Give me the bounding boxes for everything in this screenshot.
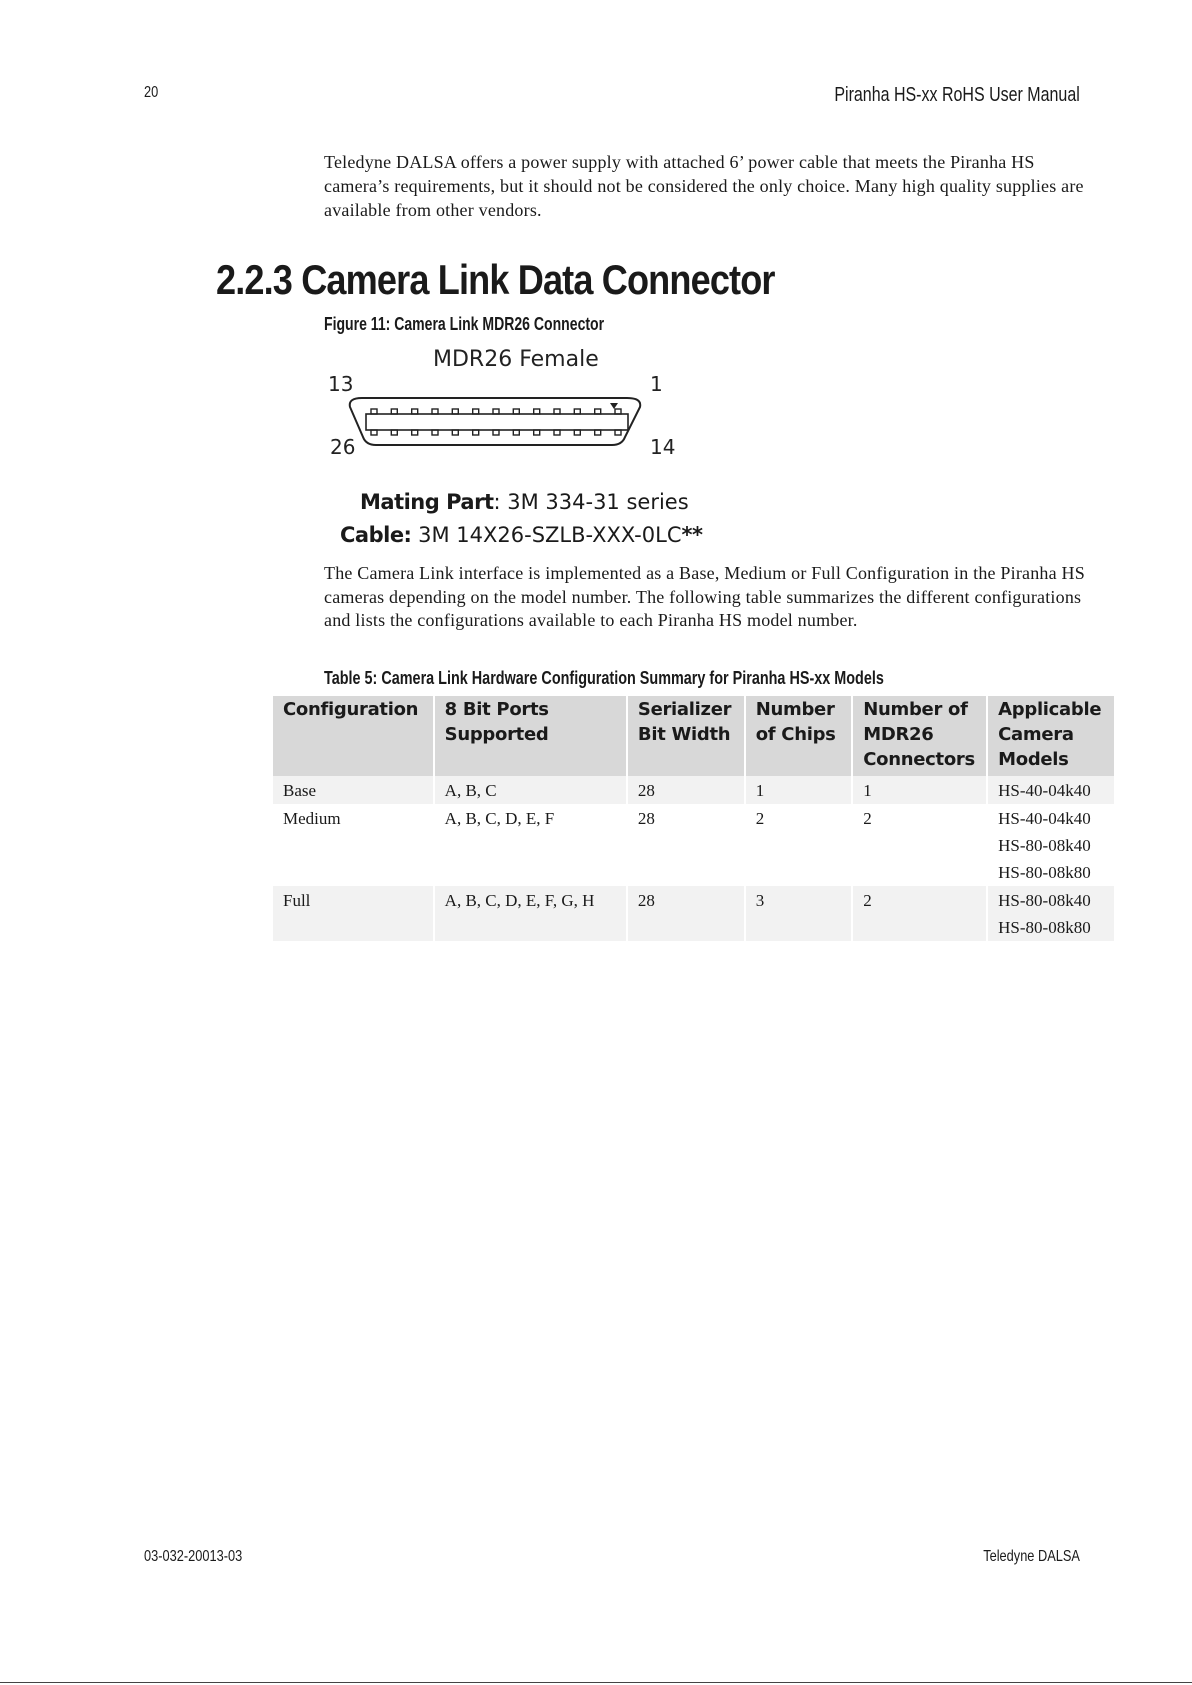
section-heading: 2.2.3 Camera Link Data Connector bbox=[216, 256, 775, 303]
camera-model: HS-80-08k40 bbox=[998, 891, 1091, 910]
cable-suffix: ** bbox=[681, 523, 703, 547]
table-cell: Base bbox=[273, 776, 433, 804]
connector-insert bbox=[366, 414, 628, 430]
table-cell: 2 bbox=[746, 804, 852, 886]
cable-spec bbox=[340, 523, 702, 547]
cable-label: Cable: bbox=[340, 523, 412, 547]
pin-label-14: 14 bbox=[650, 435, 676, 459]
mdr26-connector-drawing bbox=[320, 340, 680, 465]
table-cell: Medium bbox=[273, 804, 433, 886]
table-header-cell: Number of MDR26 Connectors bbox=[853, 696, 986, 776]
connector-pins bbox=[371, 409, 621, 435]
table-cell: 28 bbox=[628, 776, 744, 804]
page-number: 20 bbox=[144, 84, 159, 101]
camera-model: HS-80-08k40 bbox=[998, 836, 1091, 855]
table-cell: A, B, C, D, E, F, G, H bbox=[435, 886, 626, 941]
mating-part-value: : 3M 334-31 series bbox=[493, 490, 689, 514]
table-cell bbox=[988, 804, 1114, 886]
configuration-table bbox=[271, 696, 1116, 941]
page-bottom-rule bbox=[0, 1682, 1192, 1683]
figure-caption: Figure 11: Camera Link MDR26 Connector bbox=[324, 314, 605, 334]
table-header-row bbox=[273, 696, 1114, 776]
pin-1-marker bbox=[610, 403, 618, 409]
table-cell bbox=[988, 776, 1114, 804]
table-cell: 28 bbox=[628, 886, 744, 941]
table-cell: 1 bbox=[853, 776, 986, 804]
pin-label-13: 13 bbox=[328, 372, 354, 396]
connector-diagram bbox=[320, 340, 680, 470]
camera-model: HS-80-08k80 bbox=[998, 863, 1091, 882]
connector-shell bbox=[350, 398, 640, 445]
table-cell: 3 bbox=[746, 886, 852, 941]
table-header-cell: Applicable Camera Models bbox=[988, 696, 1114, 776]
mating-part bbox=[360, 490, 689, 514]
table-cell: Full bbox=[273, 886, 433, 941]
table-cell: A, B, C bbox=[435, 776, 626, 804]
mating-part-label: Mating Part bbox=[360, 490, 494, 514]
document-number: 03-032-20013-03 bbox=[144, 1548, 243, 1565]
table-header-cell: Serializer Bit Width bbox=[628, 696, 744, 776]
table-cell bbox=[988, 886, 1114, 941]
connector-title: MDR26 Female bbox=[433, 347, 599, 372]
camera-model: HS-40-04k40 bbox=[998, 809, 1091, 828]
pin-label-1: 1 bbox=[650, 372, 663, 396]
table-cell: 28 bbox=[628, 804, 744, 886]
footer-company: Teledyne DALSA bbox=[983, 1548, 1080, 1565]
table-row bbox=[273, 886, 1114, 941]
camera-model: HS-40-04k40 bbox=[998, 781, 1091, 800]
table-row bbox=[273, 804, 1114, 886]
table-cell: 2 bbox=[853, 804, 986, 886]
camera-model: HS-80-08k80 bbox=[998, 918, 1091, 937]
pin-label-26: 26 bbox=[330, 435, 356, 459]
table-header-cell: 8 Bit Ports Supported bbox=[435, 696, 626, 776]
body-paragraph: The Camera Link interface is implemented as a Base, Medium or Full Configuration in the Piranha HS cameras depending on the model number. The following table summarizes the different configurations and lists the configurations available to each Piranha HS model number. bbox=[324, 563, 1085, 630]
table-cell: A, B, C, D, E, F bbox=[435, 804, 626, 886]
table-row bbox=[273, 776, 1114, 804]
table-caption: Table 5: Camera Link Hardware Configuration Summary for Piranha HS-xx Models bbox=[324, 668, 884, 688]
running-title: Piranha HS-xx RoHS User Manual bbox=[834, 84, 1080, 106]
table-cell: 2 bbox=[853, 886, 986, 941]
intro-section bbox=[324, 150, 1084, 222]
table-header-cell: Number of Chips bbox=[746, 696, 852, 776]
cable-value: 3M 14X26-SZLB-XXX-0LC bbox=[418, 523, 682, 547]
table-cell: 1 bbox=[746, 776, 852, 804]
table-header-cell: Configuration bbox=[273, 696, 433, 776]
intro-paragraph: Teledyne DALSA offers a power supply with attached 6’ power cable that meets the Piranha HS camera’s requirements, but it should not be considered the only choice. Many high quality supplies are available from other vendors. bbox=[324, 152, 1084, 220]
